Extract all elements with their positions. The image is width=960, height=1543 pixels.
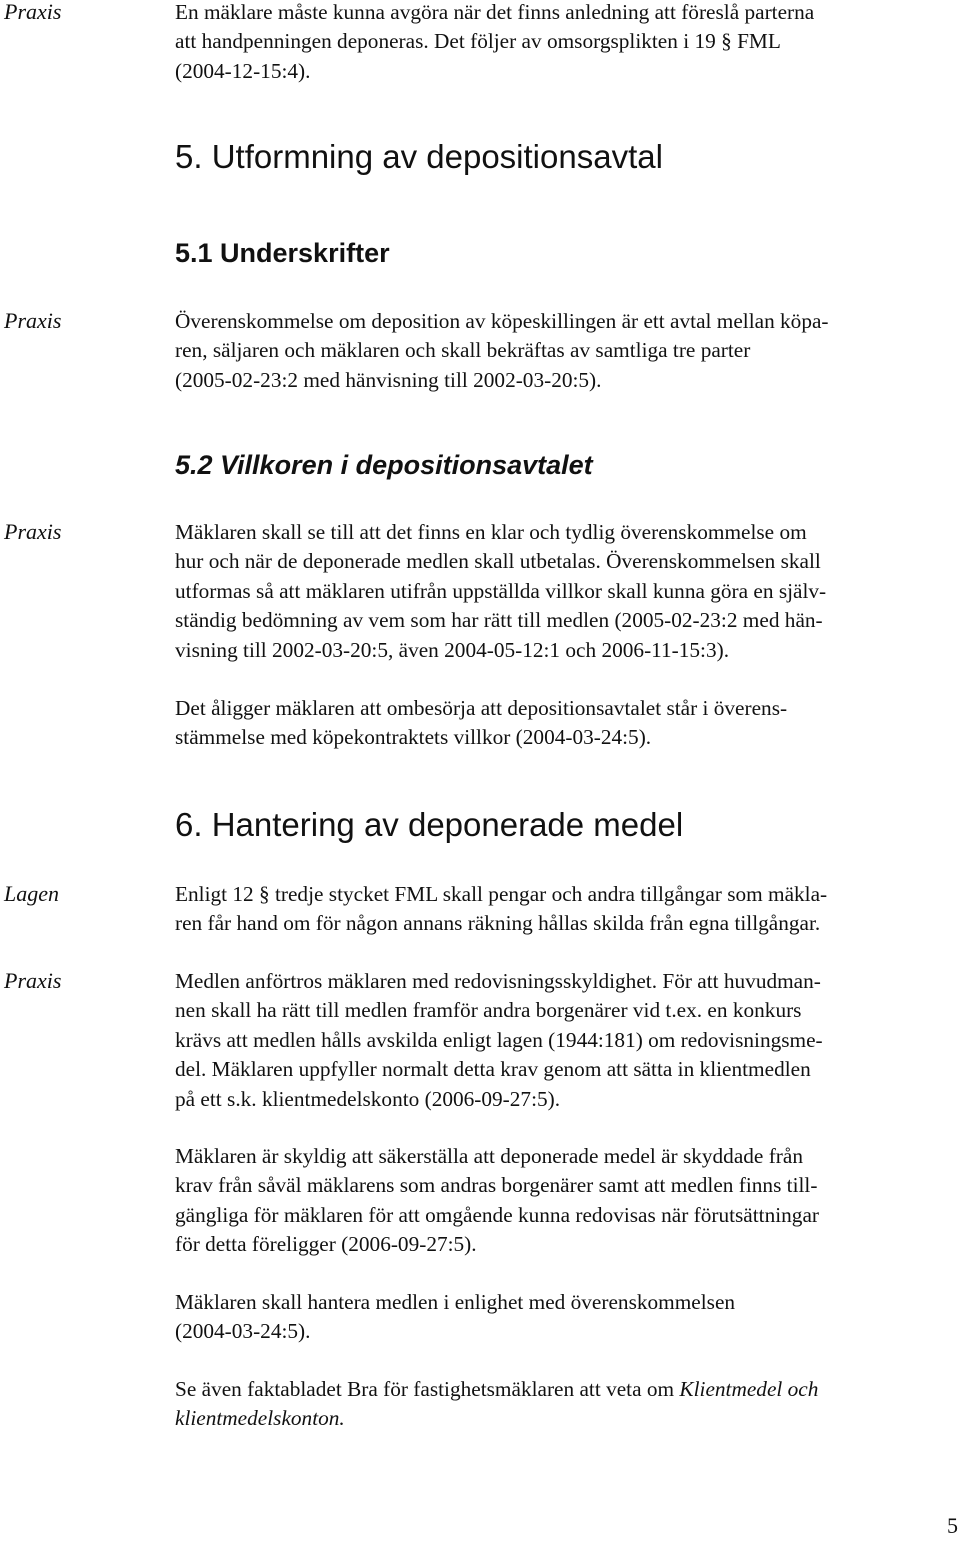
paragraph-underskrifter bbox=[175, 307, 950, 395]
text-line: stämmelse med köpekontraktets villkor (2004-03-24:5). bbox=[175, 725, 652, 750]
margin-label-praxis: Praxis bbox=[4, 308, 62, 333]
text-line: del. Mäklaren uppfyller normalt detta krav genom att sätta in klientmedlen bbox=[175, 1057, 811, 1082]
text-line: En mäklare måste kunna avgöra när det finns anledning att föreslå parterna bbox=[175, 0, 815, 24]
paragraph-se-aven bbox=[175, 1375, 950, 1434]
text-line: gängliga för mäklaren för att omgående kunna redovisas när förutsättningar bbox=[175, 1202, 820, 1227]
text-line: Mäklaren skall hantera medlen i enlighet med överenskommelsen bbox=[175, 1290, 736, 1314]
text-line: visning till 2002-03-20:5, även 2004-05-12:1 och 2006-11-15:3). bbox=[175, 637, 730, 662]
text-line: (2005-02-23:2 med hänvisning till 2002-03-20:5). bbox=[175, 367, 602, 392]
text-line: Mäklaren skall se till att det finns en klar och tydlig överenskommelse om bbox=[175, 520, 807, 544]
text-line: krävs att medlen hålls avskilda enligt lagen (1944:181) om redovisningsme- bbox=[175, 1027, 823, 1052]
text-line: att handpenningen deponeras. Det följer av omsorgsplikten i 19 § FML bbox=[175, 29, 781, 54]
margin-label-lagen: Lagen bbox=[4, 881, 59, 906]
margin-label-praxis: Praxis bbox=[4, 519, 62, 544]
text-line: Det åligger mäklaren att ombesörja att depositionsavtalet står i överens- bbox=[175, 696, 788, 720]
paragraph-overensstammelse bbox=[175, 694, 950, 753]
text-line: Medlen anförtros mäklaren med redovisningsskyldighet. För att huvudman- bbox=[175, 969, 821, 993]
paragraph-sakerstalla bbox=[175, 1142, 950, 1260]
page-number: 5 bbox=[947, 1513, 958, 1538]
subsection-heading-5-1: 5.1 Underskrifter bbox=[175, 238, 390, 268]
section-heading-5: 5. Utformning av depositionsavtal bbox=[175, 138, 663, 175]
text-line: nen skall ha rätt till medlen framför andra borgenärer vid t.ex. en konkurs bbox=[175, 998, 802, 1023]
text-line: Överenskommelse om deposition av köpeskillingen är ett avtal mellan köpa- bbox=[175, 309, 829, 333]
text-line: (2004-03-24:5). bbox=[175, 1319, 311, 1344]
paragraph-villkoren bbox=[175, 518, 950, 665]
see-also-italic-title-continued: klientmedelskonton. bbox=[175, 1406, 345, 1431]
text-line: ren får hand om för någon annans räkning hållas skilda från egna tillgångar. bbox=[175, 911, 821, 936]
margin-label-praxis: Praxis bbox=[4, 968, 62, 993]
text-line: hur och när de deponerade medlen skall utbetalas. Överenskommelsen skall bbox=[175, 549, 821, 574]
text-line: (2004-12-15:4). bbox=[175, 58, 311, 83]
text-line: Enligt 12 § tredje stycket FML skall pengar och andra tillgångar som mäkla- bbox=[175, 882, 828, 906]
text-line: utformas så att mäklaren utifrån uppställda villkor skall kunna göra en själv- bbox=[175, 578, 827, 603]
text-line: ren, säljaren och mäklaren och skall bekräftas av samtliga tre parter bbox=[175, 338, 751, 363]
text-line: på ett s.k. klientmedelskonto (2006-09-27:5). bbox=[175, 1086, 561, 1111]
text-line: krav från såväl mäklarens som andras borgenärer samt att medlen finns till- bbox=[175, 1173, 818, 1198]
see-also-text: Se även faktabladet Bra för fastighetsmäklaren att veta om bbox=[175, 1377, 680, 1401]
text-line: för detta föreligger (2006-09-27:5). bbox=[175, 1232, 477, 1257]
text-line: Mäklaren är skyldig att säkerställa att deponerade medel är skyddade från bbox=[175, 1144, 803, 1168]
paragraph-lagen bbox=[175, 880, 950, 939]
text-line: ständig bedömning av vem som har rätt till medlen (2005-02-23:2 med hän- bbox=[175, 608, 823, 633]
paragraph-hantera bbox=[175, 1288, 950, 1347]
text-line bbox=[175, 1375, 950, 1404]
intro-paragraph bbox=[175, 0, 950, 86]
paragraph-redovisning bbox=[175, 967, 950, 1114]
section-heading-6: 6. Hantering av deponerade medel bbox=[175, 806, 684, 843]
see-also-italic-title: Klientmedel och bbox=[679, 1377, 819, 1401]
margin-label-praxis: Praxis bbox=[4, 0, 62, 24]
subsection-heading-5-2: 5.2 Villkoren i depositionsavtalet bbox=[175, 450, 593, 480]
